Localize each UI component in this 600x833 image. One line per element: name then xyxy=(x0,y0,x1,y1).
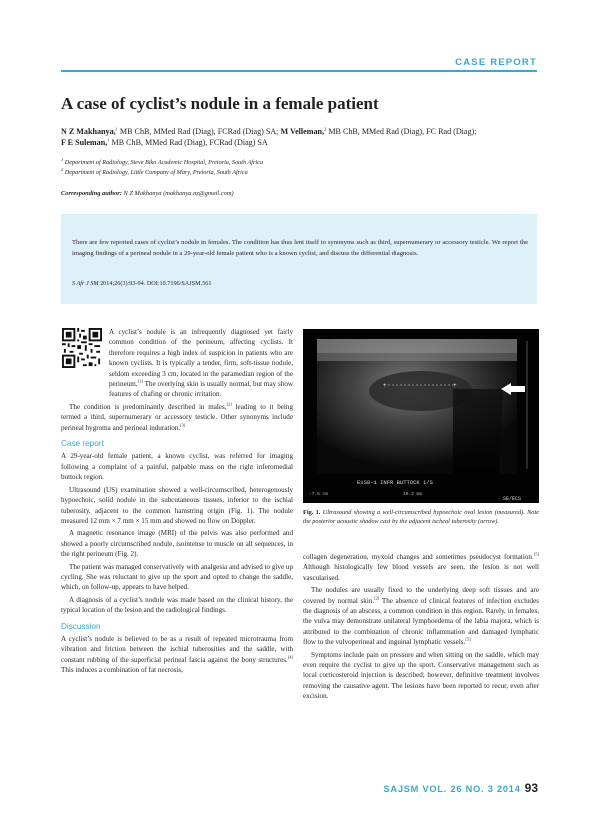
citation xyxy=(72,280,211,287)
svg-text:+: + xyxy=(453,383,457,389)
discussion-heading: Discussion xyxy=(61,621,101,631)
article-title: A case of cyclist’s nodule in a female patient xyxy=(61,94,379,113)
svg-text:+: + xyxy=(383,383,387,389)
author-credentials: MB ChB, MMed Rad (Diag), FCRad (Diag) SA; xyxy=(117,127,281,136)
affiliation-sup: 1 xyxy=(61,156,64,162)
author-affil-sup: 1 xyxy=(107,137,110,143)
case-paragraph: A magnetic resonance image (MRI) of the pelvis was also performed and showed a poorly circumscribed nodule, isointense to muscle on all sequences, in the right perineum (Fig. 2). xyxy=(61,529,293,559)
left-column xyxy=(61,327,293,678)
right-column xyxy=(303,552,539,704)
author-name: N Z Makhanya, xyxy=(61,127,116,136)
paragraph-text: A cyclist’s nodule is an infrequently diagnosed yet fairly common condition of the perineum, affecting cyclists. It therefore requires a high index of suspicion in patients who are known cyclists. It is typically a tender, firm, soft-tissue nodule, seldom exceeding 3 cm, located in the paramedian region of the perineum. xyxy=(109,328,293,389)
abstract-box xyxy=(61,214,537,304)
author-name: F E Suleman, xyxy=(61,138,108,147)
paragraph-text: leading to it being termed a third, supernumerary or accessory testicle. Other synonyms include perineal hygroma and perineal induration. xyxy=(61,402,293,432)
citation-details: 2014;26(3):93-94. DOI:10.7196/SAJSM.561 xyxy=(98,280,212,287)
affiliation-text: Department of Radiology, Little Company of Mary, Pretoria, South Africa xyxy=(63,169,248,176)
section-tag: CASE REPORT xyxy=(455,57,537,68)
discussion-paragraph: Symptoms include pain on pressure and when sitting on the saddle, which may even require the cyclist to give up the sport. Conservative management such as local corticosteroid injection is described; however, definitive treatment involves removing the causative agent. The lesions have been reported to recur, even after excision. xyxy=(303,650,539,701)
intro-paragraph xyxy=(61,402,293,433)
header-rule xyxy=(61,70,537,72)
citation-journal: S Afr J SM xyxy=(72,280,99,287)
author-credentials: MB ChB, MMed Rad (Diag), FCRad (Diag) SA xyxy=(109,138,268,147)
author-list xyxy=(61,126,541,148)
case-paragraph: The patient was managed conservatively with analgesia and advised to give up cycling. She was reluctant to give up the sport and opted to change the saddle, which, on follow-up, appears to have helped. xyxy=(61,562,293,592)
paragraph-text: The absence of clinical features of infection excludes the diagnosis of an abscess, a common condition in this region. Rarely, in females, the vulva may demonstrate unilateral lymphoedema of the labia majora, which is attributed to the combination of chronic inflammation and damaged lymphatic flow to the vulvoperineal and inguinal lymphatic vessels. xyxy=(303,596,539,647)
paragraph-text: Although histologically few blood vessels are seen, the lesion is not well vascularised. xyxy=(303,563,539,582)
caption-text: Ultrasound showing a well-circumscribed hypoechoic oval lesion (measured). Note the posterior acoustic shadow cast by the adjacent ischeal tuberosity (arrow). xyxy=(303,509,539,525)
ultrasound-image xyxy=(303,329,539,503)
discussion-paragraph xyxy=(61,634,293,676)
us-overlay-text: 10.3 mm xyxy=(403,492,422,497)
author-credentials: MB ChB, MMed Rad (Diag), FC Rad (Diag); xyxy=(326,127,477,136)
us-overlay-text: E1S8-1 INFR BUTTOCK 1/S xyxy=(357,479,433,486)
reference-marker[interactable]: [4] xyxy=(287,654,293,660)
corresponding-text: N Z Makhanya (makhanya.nz@gmail.com) xyxy=(121,190,234,197)
caption-label: Fig. 1. xyxy=(303,509,321,516)
corresponding-label: Corresponding author: xyxy=(61,190,122,197)
paragraph-text: This induces a combination of fat necrosis, xyxy=(61,666,183,675)
page-number: 93 xyxy=(524,781,538,795)
paragraph-text: The overlying skin is usually normal, but may show features of chafing or chronic irritation. xyxy=(109,380,293,399)
reference-marker[interactable]: [2] xyxy=(226,401,232,407)
page-footer xyxy=(383,781,538,795)
paragraph-text: The nodules are usually fixed to the underlying deep soft tissues and are covered by normal skin. xyxy=(303,586,539,605)
affiliation-line xyxy=(61,158,541,168)
us-overlay-text: SE/ECS xyxy=(503,496,522,502)
reference-marker[interactable]: [1] xyxy=(137,378,143,384)
case-paragraph: A diagnosis of a cyclist’s nodule was made based on the clinical history, the typical location of the lesion and the radiological findings. xyxy=(61,595,293,615)
reference-marker[interactable]: [3] xyxy=(180,422,186,428)
affiliation-sup: 2 xyxy=(61,166,64,172)
author-name: M Velleman, xyxy=(280,127,325,136)
abstract-text: There are few reported cases of cyclist’s nodule in females. The condition has thus lent itself to synonyms such as third, supernumerary or accessory testicle. We report the imaging findings of a perineal nodule in a 29-year-old female patient who is a known cyclist, and discuss the differential diagnosis. xyxy=(72,239,528,257)
discussion-paragraph xyxy=(303,585,539,647)
author-affil-sup: 1 xyxy=(115,126,118,132)
reference-marker[interactable]: [5] xyxy=(465,636,471,642)
case-report-heading: Case report xyxy=(61,439,104,449)
affiliations xyxy=(61,158,541,178)
reference-marker[interactable]: [5] xyxy=(533,551,539,557)
figure-caption xyxy=(303,508,539,526)
ultrasound-figure xyxy=(303,329,539,503)
corresponding-author xyxy=(61,190,541,197)
case-paragraph: A 29-year-old female patient, a known cyclist, was referred for imaging following a complaint of a painful, palpable mass on the right inferomedial buttock region. xyxy=(61,452,293,482)
affiliation-text: Department of Radiology, Steve Biko Academic Hospital, Pretoria, South Africa xyxy=(63,159,263,166)
affiliation-line xyxy=(61,168,541,178)
discussion-paragraph xyxy=(303,552,539,583)
journal-info: SAJSM VOL. 26 NO. 3 2014 xyxy=(383,784,521,794)
author-affil-sup: 2 xyxy=(324,126,327,132)
paragraph-text: The condition is predominantly described in males, xyxy=(69,402,227,411)
paragraph-text: collagen degeneration, myxoid changes and sometimes pseudocyst formation. xyxy=(303,553,534,561)
reference-marker[interactable]: [2] xyxy=(374,595,380,601)
case-paragraph: Ultrasound (US) examination showed a well-circumscribed, heterogenously hypoechoic, solid nodule in the subcutaneous tissues, inferior to the ischial tuberosity, adjacent to the common hamstring origin (Fig. 1). The nodule measured 12 mm × 7 mm × 15 mm and showed no flow on Doppler. xyxy=(61,485,293,525)
us-overlay-text: -7.5 cm xyxy=(309,492,328,497)
intro-paragraph xyxy=(109,327,293,400)
paragraph-text: A cyclist’s nodule is believed to be as a result of repeated microtrauma from vibration and friction between the ischial tuberosities and the saddle, with constant rubbing of the superficial perineal fascia against the bony structures. xyxy=(61,634,293,664)
